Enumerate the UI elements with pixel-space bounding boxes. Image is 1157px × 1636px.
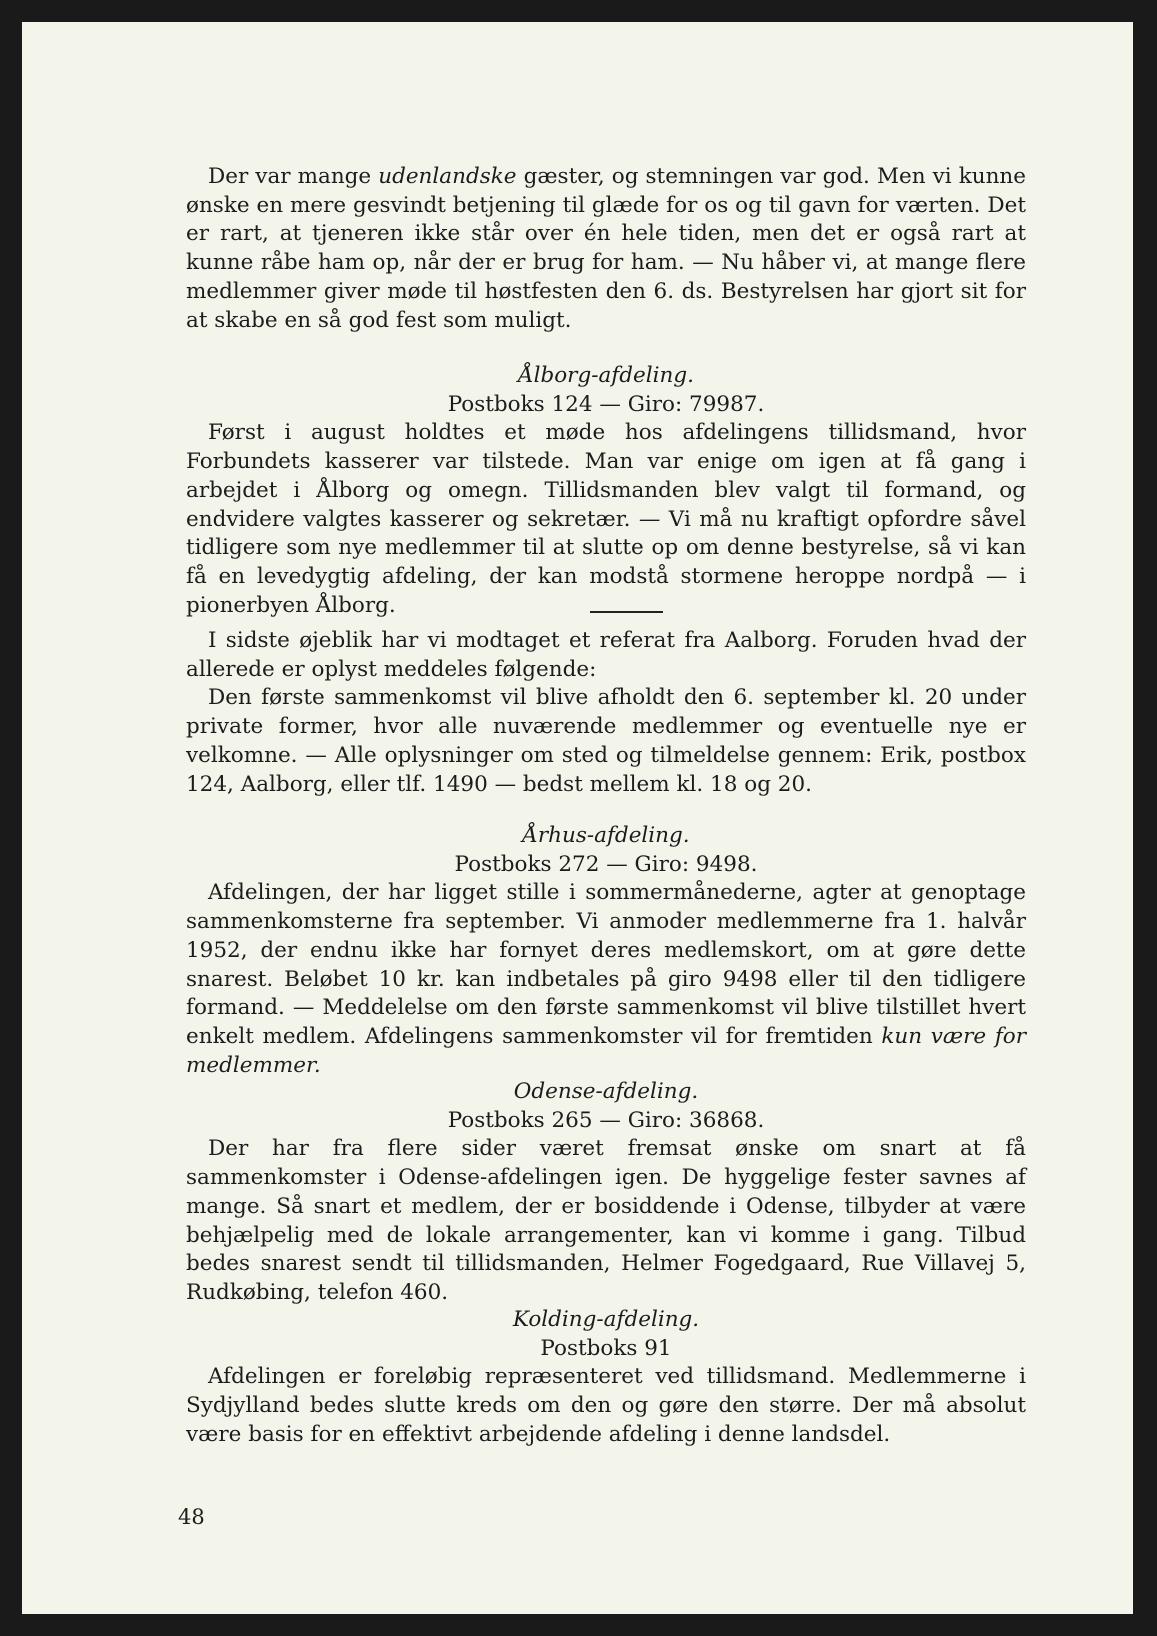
intro-text-end: gæster, og stemningen var god. Men vi kunne ønske en mere gesvindt betjening til glæde for os og til gavn for værten. Det er rart, at tjeneren ikke står over én hele tiden, men det er også rart at kunne råbe ham op, når der er brug for ham. — Nu håber vi, at mange flere medlemmer giver møde til høstfesten den 6. ds. Bestyrelsen har gjort sit for at skabe en så god fest som muligt. — [186, 164, 1026, 333]
kolding-paragraph: Afdelingen er foreløbig repræsenteret ved tillidsmand. Medlemmerne i Sydjylland bedes slutte kreds om den og gøre den større. Der må absolut være basis for en effektivt arbejdende afdeling i denne landsdel. — [186, 1364, 1026, 1447]
aarhus-paragraph — [186, 879, 1026, 1080]
aalborg-paragraph: Først i august holdtes et møde hos afdelingens tillidsmand, hvor Forbundets kasserer var tilstede. Man var enige om igen at få gang i arbejdet i Ålborg og omegn. Tillidsmanden blev valgt til formand, og endvidere valgtes kasserer og sekretær. — Vi må nu kraftigt opfordre såvel tidligere som nye medlemmer til at slutte op om denne bestyrelse, så vi kan få en levedygtig afdeling, der kan modstå stormene heroppe nordpå — i pionerbyen Ålborg. — [186, 420, 1026, 618]
aarhus-text: Afdelingen, der har ligget stille i sommermånederne, agter at genoptage sammenkomsterne fra september. Vi anmoder medlemmerne fra 1. halvår 1952, der endnu ikke har fornyet deres medlemskort, om at gøre dette snarest. Beløbet 10 kr. kan indbetales på giro 9498 eller til den tidligere formand. — Meddelelse om den første sammenkomst vil blive tilstillet hvert enkelt medlem. Afdelingens sammenkomster vil for fremtiden — [186, 880, 1026, 1049]
aarhus-section — [186, 822, 1026, 1080]
section-divider — [590, 611, 663, 613]
aalborg-late-block — [186, 627, 1026, 799]
aarhus-postbox: Postboks 272 — Giro: 9498. — [454, 851, 758, 877]
aalborg-heading: Ålborg-afdeling. — [518, 363, 694, 388]
aalborg-postbox: Postboks 124 — Giro: 79987. — [447, 391, 765, 417]
intro-paragraph — [186, 163, 1026, 335]
aarhus-italic: kun være for medlemmer. — [186, 1023, 1026, 1078]
kolding-heading: Kolding-afdeling. — [512, 1307, 700, 1332]
odense-heading: Odense-afdeling. — [513, 1079, 699, 1104]
aalborg-late-paragraph-2: Den første sammenkomst vil blive afholdt den 6. september kl. 20 under private former, hvor alle nuværende medlemmer og eventuelle nye er velkomne. — Alle oplysninger om sted og tilmeldelse gennem: Erik, postbox 124, Aalborg, eller tlf. 1490 — bedst mellem kl. 18 og 20. — [186, 685, 1026, 797]
kolding-section — [186, 1306, 1026, 1450]
odense-paragraph: Der har fra flere sider været fremsat ønske om snart at få sammenkomster i Odense-afdelingen igen. De hyggelige fester savnes af mange. Så snart et medlem, der er bosiddende i Odense, tilbyder at være behjælpelig med de lokale arrangementer, kan vi komme i gang. Tilbud bedes snarest sendt til tillidsmanden, Helmer Fogedgaard, Rue Villavej 5, Rudkøbing, telefon 460. — [186, 1136, 1026, 1305]
odense-section — [186, 1078, 1026, 1308]
intro-italic: udenlandske — [378, 164, 517, 189]
aalborg-late-paragraph-1: I sidste øjeblik har vi modtaget et referat fra Aalborg. Foruden hvad der allerede er oplyst meddeles følgende: — [186, 628, 1026, 682]
page-number: 48 — [178, 1505, 205, 1529]
aalborg-section — [186, 362, 1026, 620]
odense-postbox: Postboks 265 — Giro: 36868. — [447, 1107, 765, 1133]
aarhus-heading: Århus-afdeling. — [522, 823, 690, 848]
intro-block — [186, 163, 1026, 335]
intro-text-start: Der var mange — [208, 164, 379, 189]
kolding-postbox: Postboks 91 — [540, 1335, 672, 1361]
